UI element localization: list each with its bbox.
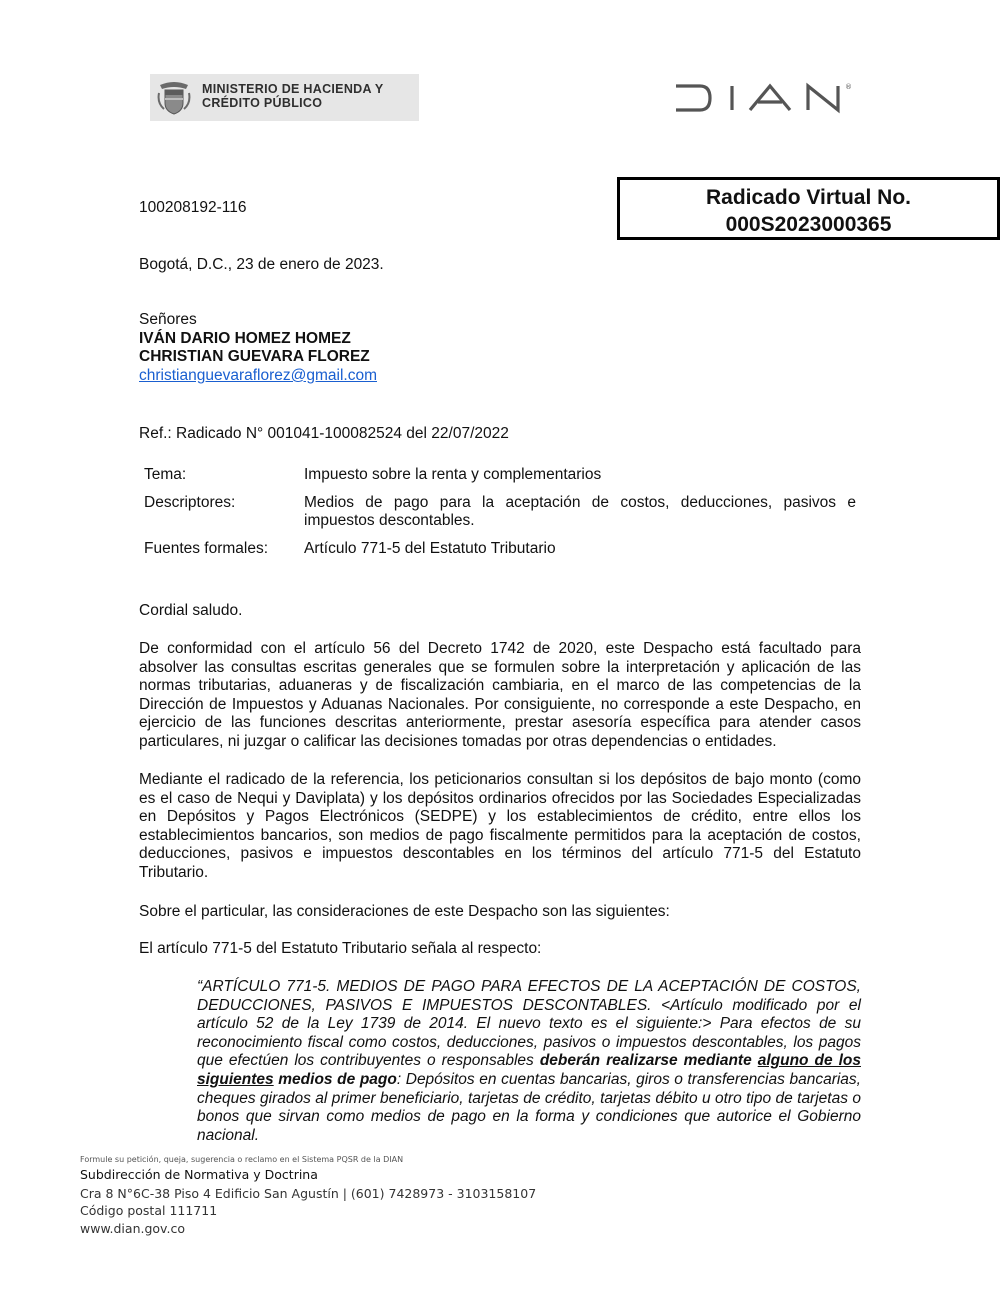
radicado-number: 000S2023000365 [725,213,892,236]
fuentes-value: Artículo 771-5 del Estatuto Tributario [304,540,556,557]
footer-postal-code: Código postal 111711 [80,1203,218,1218]
dian-logo [674,80,854,116]
radicado-label: Radicado Virtual No. [706,186,911,209]
footer-pqsr-note: Formule su petición, queja, sugerencia o reclamo en el Sistema PQSR de la DIAN [80,1155,404,1164]
paragraph-considerations: Sobre el particular, las consideraciones de este Despacho son las siguientes: [139,903,670,920]
article-quote: “ARTÍCULO 771-5. MEDIOS DE PAGO PARA EFECTOS DE LA ACEPTACIÓN DE COSTOS, DEDUCCIONES, PASIVOS E IMPUESTOS DESCONTABLES. <Artículo modificado por el artículo 52 de la Ley 1739 de 2014. El nuevo texto es el siguiente:> Para efectos de su reconocimiento fiscal como costos, deducciones, pasivos o impuestos descontables, los pagos que efectúen los contribuyentes o responsables deberán realizarse mediante alguno de los siguientes medios de pago: Depósitos en cuentas bancarias, giros o transferencias bancarias, cheques girados al primer beneficiario, tarjetas de crédito, tarjetas débito u otro tipo de tarjetas o bonos que sirvan como medios de pago en la forma y condiciones que autorice el Gobierno nacional. [197,978,861,1144]
svg-text:®: ® [845,83,852,91]
descriptores-row [144,494,856,540]
tema-row [144,466,856,494]
ministry-logo [150,74,419,121]
greeting: Cordial saludo. [139,602,243,619]
radicado-box [617,177,1000,240]
paragraph-article-intro: El artículo 771-5 del Estatuto Tributario señala al respecto: [139,940,542,957]
subject-table [144,466,856,558]
ministry-name: MINISTERIO DE HACIENDA Y CRÉDITO PÚBLICO [202,82,384,110]
descriptores-value: Medios de pago para la aceptación de costos, deducciones, pasivos e impuestos descontables. [304,494,856,529]
fuentes-row [144,540,856,558]
salutation: Señores [139,311,197,328]
fuentes-label: Fuentes formales: [144,540,269,557]
footer-website: www.dian.gov.co [80,1221,185,1236]
document-number: 100208192-116 [139,199,247,216]
tema-label: Tema: [144,466,187,483]
reference-line: Ref.: Radicado N° 001041-100082524 del 22/07/2022 [139,425,509,442]
descriptores-label: Descriptores: [144,494,236,511]
paragraph-consultation: Mediante el radicado de la referencia, los peticionarios consultan si los depósitos de bajo monto (como es el caso de Nequi y Daviplata) y los depósitos ordinarios ofrecidos por las Sociedades Especializadas en Depósitos y Pagos Electrónicos (SEDPE) y los establecimientos de crédito, entre ellos los establecimientos bancarios, son medios de pago fiscalmente permitidos para la aceptación de costos, deducciones, pasivos e impuestos descontables en los términos del artículo 771-5 del Estatuto Tributario. [139,771,861,881]
recipient-name-1: IVÁN DARIO HOMEZ HOMEZ [139,329,351,347]
paragraph-competence: De conformidad con el artículo 56 del Decreto 1742 de 2020, este Despacho está facultado para absolver las consultas escritas generales que se formulen sobre la interpretación y aplicación de las normas tributarias, aduaneras y de fiscalización cambiaria, en el marco de las competencias de la Dirección de Impuestos y Aduanas Nacionales. Por consiguiente, no corresponde a este Despacho, en ejercicio de las funciones descritas anteriormente, prestar asesoría específica para atender casos particulares, ni juzgar o calificar las decisiones tomadas por otras dependencias o entidades. [139,640,861,750]
recipient-email-link[interactable]: christianguevaraflorez@gmail.com [139,366,377,384]
footer-office: Subdirección de Normativa y Doctrina [80,1167,318,1182]
colombia-crest-icon [156,79,192,116]
tema-value: Impuesto sobre la renta y complementarios [304,466,602,483]
recipient-name-2: CHRISTIAN GUEVARA FLOREZ [139,348,370,366]
date-line: Bogotá, D.C., 23 de enero de 2023. [139,256,384,273]
footer-address: Cra 8 N°6C-38 Piso 4 Edificio San Agustín | (601) 7428973 - 3103158107 [80,1186,537,1201]
recipients-block [139,311,377,385]
